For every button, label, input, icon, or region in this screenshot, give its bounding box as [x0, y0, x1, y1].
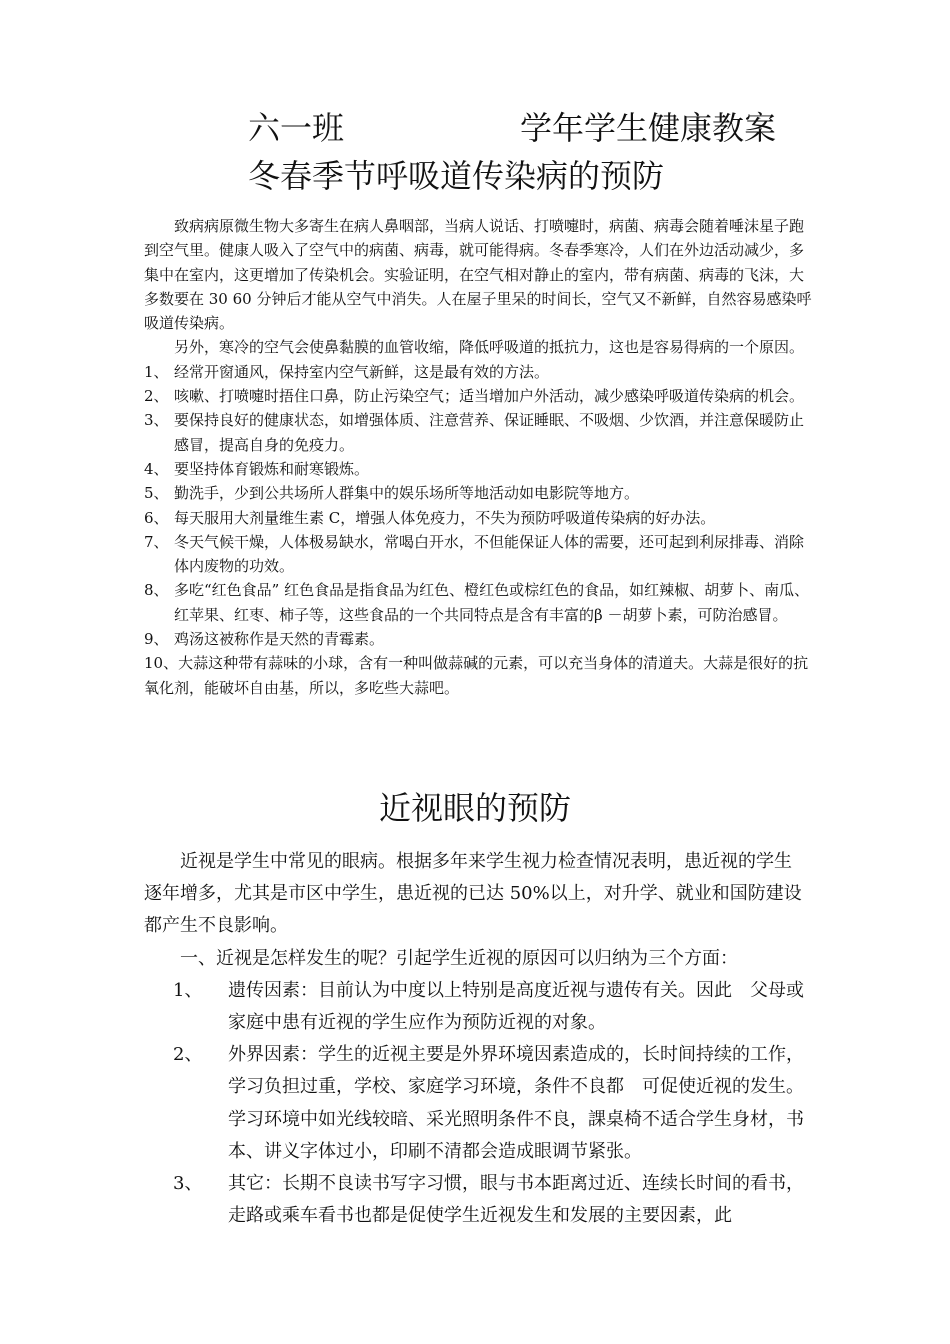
- myopia-question: 一、近视是怎样发生的呢？引起学生近视的原因可以归纳为三个方面：: [180, 947, 738, 969]
- item-text: 遗传因素：目前认为中度以上特别是高度近视与遗传有关。因此 父母或家庭中患有近视的学生应作为预防近视的对象。: [228, 979, 804, 1034]
- item-number: 1、: [144, 362, 169, 381]
- intro-paragraph: 另外，寒冷的空气会使鼻黏膜的血管收缩，降低呼吸道的抵抗力，这也是容易得病的一个原因。: [174, 338, 805, 357]
- item-number: 2、: [144, 387, 169, 406]
- list-item: [144, 408, 814, 457]
- item-number: 4、: [144, 459, 169, 478]
- item-number: 8、: [144, 581, 169, 600]
- item-text: 其它：长期不良读书写字习惯，眼与书本距离过近、连续长时间的看书，走路或乘车看书也都是促使学生近视发生和发展的主要因素，此: [228, 1173, 804, 1227]
- list-item: [144, 530, 814, 579]
- item-text: 要坚持体育锻炼和耐寒锻炼。: [174, 459, 370, 478]
- item-number: 9、: [144, 630, 169, 649]
- intro-paragraph: 致病病原微生物大多寄生在病人鼻咽部，当病人说话、打喷嚏时，病菌、病毒会随着唾沫星子跑到空气里。健康人吸入了空气中的病菌、病毒，就可能得病。冬春季寒冷，人们在外边活动减少，多集中在室内，这更增加了传染机会。实验证明，在空气相对静止的室内，带有病菌、病毒的飞沫，大多数要在 30 60 分钟后才能从空气中消失。人在屋子里呆的时间长，空气又不新鲜，自然容易感染呼吸道传染病。: [144, 217, 812, 333]
- item-number: 3、: [173, 1173, 203, 1195]
- list-item: [144, 506, 814, 530]
- item-text: 经常开窗通风，保持室内空气新鲜，这是最有效的方法。: [174, 362, 550, 381]
- cause-item: [144, 975, 809, 1039]
- list-item: [144, 457, 814, 481]
- item-text: 要保持良好的健康状态，如增强体质、注意营养、保证睡眠、不吸烟、少饮酒，并注意保暖防止感冒，提高自身的免疫力。: [174, 411, 805, 454]
- item-text: 鸡汤这被称作是天然的青霉素。: [174, 630, 385, 649]
- document-title: [248, 108, 776, 148]
- item-text: 每天服用大剂量维生素 C，增强人体免疫力，不失为预防呼吸道传染病的好办法。: [174, 508, 716, 527]
- item-number: 5、: [144, 484, 169, 503]
- item-number: 6、: [144, 508, 169, 527]
- myopia-intro: 近视是学生中常见的眼病。根据多年来学生视力检查情况表明，患近视的学生逐年增多，尤其是市区中学生，患近视的已达 50%以上，对升学、就业和国防建设都产生不良影响。: [144, 851, 802, 937]
- item-text: 外界因素：学生的近视主要是外界环境因素造成的，长时间持续的工作，学习负担过重，学校、家庭学习环境，条件不良都 可促使近视的发生。学习环境中如光线较暗、采光照明条件不良，課桌椅不适合学生身材，书本、讲义字体过小，印刷不清都会造成眼调节紧张。: [228, 1044, 804, 1162]
- class-name: 六一班: [248, 109, 345, 147]
- list-item: [144, 360, 814, 384]
- section-title-respiratory: 冬春季节呼吸道传染病的预防: [248, 157, 665, 195]
- item-text: 咳嗽、打喷嚏时捂住口鼻，防止污染空气；适当增加户外活动，减少感染呼吸道传染病的机会。: [174, 387, 805, 406]
- cause-item: [144, 1039, 809, 1168]
- list-item: [144, 578, 814, 627]
- item-text: 多吃“红色食品” 红色食品是指食品为红色、橙红色或棕红色的食品，如红辣椒、胡萝卜、南瓜、红苹果、红枣、柿子等，这些食品的一个共同特点是含有丰富的β －胡萝卜素，可防治感冒。: [174, 581, 810, 624]
- item-number: 3、: [144, 411, 169, 430]
- plan-title: 学年学生健康教案: [520, 109, 777, 147]
- section-title-myopia: 近视眼的预防: [378, 789, 571, 827]
- list-item: [144, 627, 814, 651]
- respiratory-section: [144, 214, 814, 700]
- item-text: 冬天气候干燥，人体极易缺水，常喝白开水，不但能保证人体的需要，还可起到利尿排毒、消除体内废物的功效。: [174, 532, 805, 576]
- list-item: [144, 651, 814, 700]
- item-number: 1、: [173, 979, 203, 1001]
- item-number: 2、: [173, 1044, 203, 1066]
- list-item: [144, 384, 814, 408]
- list-item: [144, 481, 814, 505]
- cause-item: [144, 1168, 809, 1232]
- myopia-section: [144, 846, 809, 1232]
- item-number: 7、: [144, 532, 169, 551]
- item-text: 大蒜这种带有蒜味的小球，含有一种叫做蒜碱的元素，可以充当身体的清道夫。大蒜是很好的抗氧化剂，能破坏自由基，所以，多吃些大蒜吧。: [144, 654, 809, 697]
- item-number: 10、: [144, 654, 179, 673]
- item-text: 勤洗手，少到公共场所人群集中的娱乐场所等地活动如电影院等地方。: [174, 484, 640, 503]
